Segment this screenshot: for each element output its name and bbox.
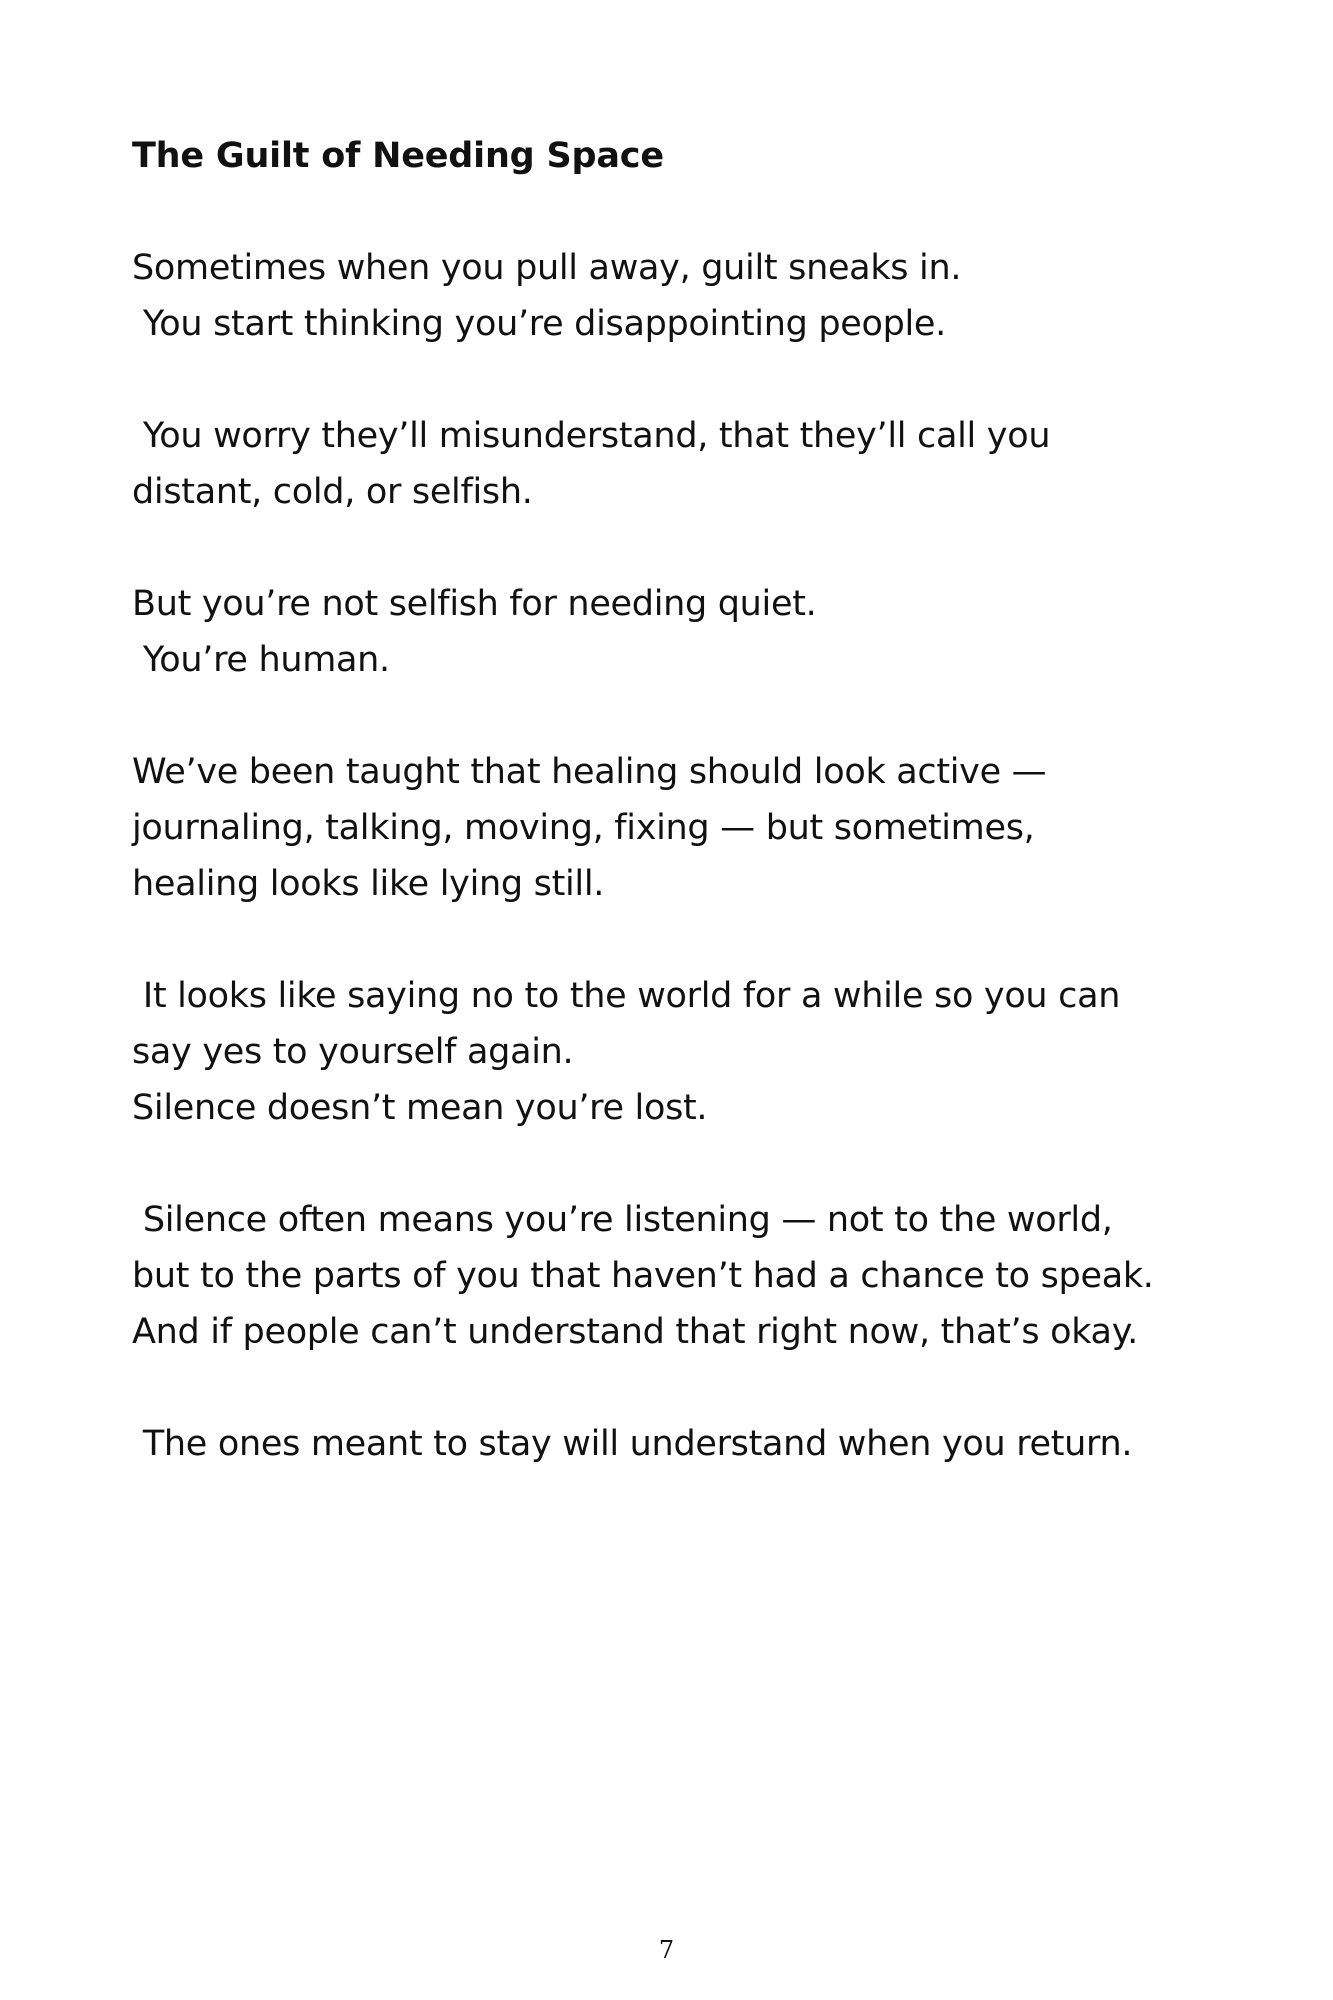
paragraph-line: Silence doesn’t mean you’re lost. [132,1088,708,1128]
paragraph-6 [132,1192,1252,1360]
paragraph-1 [132,240,1252,352]
paragraph-line: And if people can’t understand that right now, that’s okay. [132,1312,1138,1352]
paragraph-line: healing looks like lying still. [132,864,605,904]
paragraph-3 [132,576,1252,688]
paragraph-line: You’re human. [132,640,390,680]
paragraph-4 [132,744,1252,912]
paragraph-line: You start thinking you’re disappointing people. [132,304,946,344]
paragraph-line: but to the parts of you that haven’t had a chance to speak. [132,1256,1154,1296]
paragraph-2 [132,408,1252,520]
paragraph-line: journaling, talking, moving, fixing — but sometimes, [132,808,1035,848]
paragraph-line: Silence often means you’re listening — not to the world, [132,1200,1113,1240]
page-number: 7 [658,1936,675,1964]
paragraph-line: But you’re not selfish for needing quiet. [132,584,817,624]
page-title: The Guilt of Needing Space [132,136,664,176]
paragraph-5 [132,968,1252,1136]
paragraph-line: say yes to yourself again. [132,1032,574,1072]
paragraph-line: Sometimes when you pull away, guilt sneaks in. [132,248,962,288]
page-content [132,128,1252,1528]
paragraph-line: The ones meant to stay will understand when you return. [132,1424,1133,1464]
paragraph-line: We’ve been taught that healing should look active — [132,752,1047,792]
paragraph-line: It looks like saying no to the world for a while so you can [132,976,1121,1016]
paragraph-line: You worry they’ll misunderstand, that they’ll call you [132,416,1051,456]
paragraph-line: distant, cold, or selfish. [132,472,533,512]
paragraph-7 [132,1416,1252,1472]
